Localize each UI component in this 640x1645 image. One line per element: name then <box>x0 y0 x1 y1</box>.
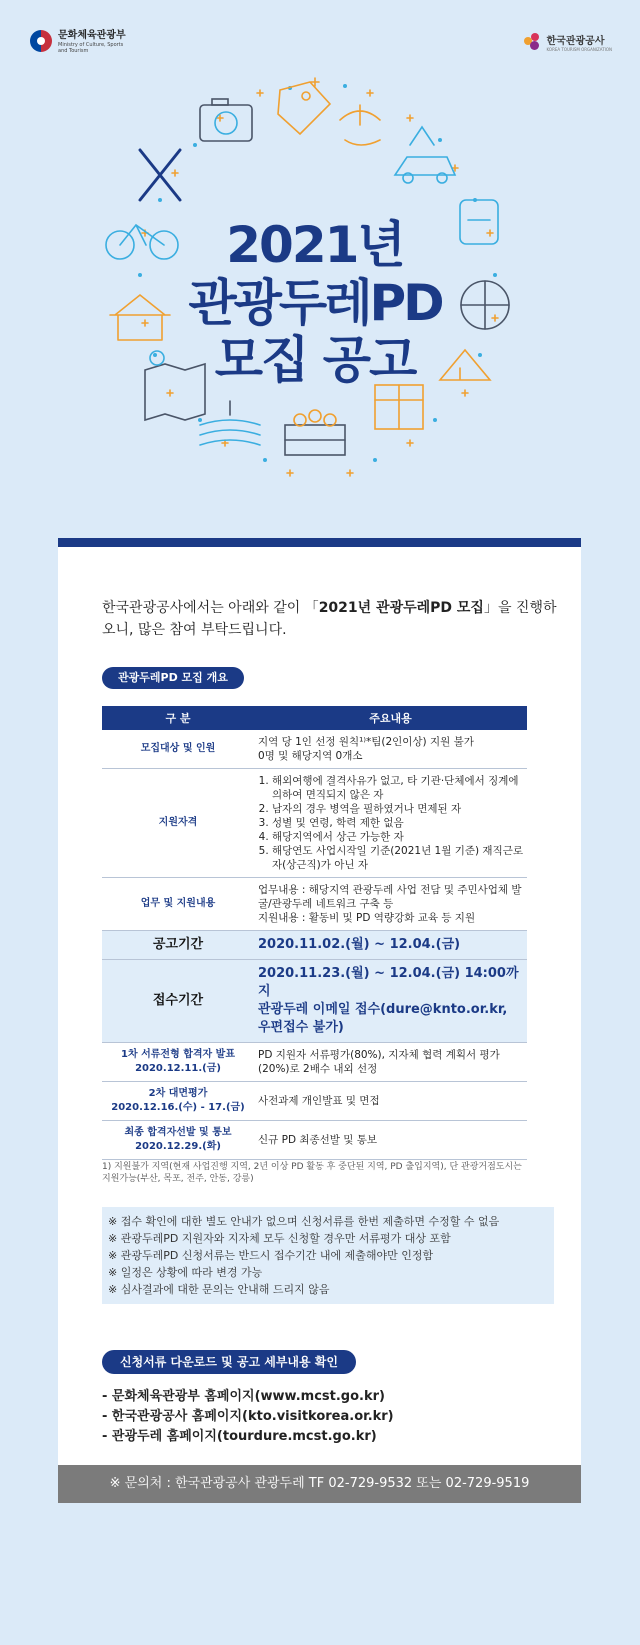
overview-section-title: 관광두레PD 모집 개요 <box>102 667 244 689</box>
row-content: PD 지원자 서류평가(80%), 지자체 협력 계획서 평가(20%)로 2배수 내외 선정 <box>254 1043 527 1082</box>
row-content: 신규 PD 최종선발 및 통보 <box>254 1121 527 1160</box>
list-item: 2. 남자의 경우 병역을 필하였거나 면제된 자 <box>272 802 523 816</box>
hero-banner <box>100 60 530 490</box>
row-content: 2020.11.02.(월) ~ 12.04.(금) <box>254 931 527 960</box>
col-content: 주요내용 <box>254 706 527 730</box>
row-label <box>102 1082 254 1121</box>
kto-name: 한국관광공사 <box>546 36 605 47</box>
row-label <box>102 1121 254 1160</box>
kto-emblem-icon <box>524 33 542 51</box>
table-row <box>102 1121 527 1160</box>
produce-crate-icon <box>285 410 345 455</box>
row-label: 공고기간 <box>102 931 254 960</box>
table-row <box>102 931 527 960</box>
intro-text-before: 한국관광공사에서는 아래와 같이 「 <box>102 600 319 616</box>
row-content <box>254 769 527 878</box>
note-item: ※ 일정은 상황에 따라 변경 가능 <box>108 1266 263 1279</box>
apply-line2: 관광두레 이메일 접수(dure@knto.or.kr, <box>258 1002 508 1017</box>
round2-date: 2020.12.16.(수) - 17.(금) <box>111 1102 245 1113</box>
table-row <box>102 1082 527 1121</box>
price-tag-icon <box>278 82 330 134</box>
row-label: 지원자격 <box>102 769 254 878</box>
list-item: 4. 해당지역에서 상근 가능한 자 <box>272 830 523 844</box>
note-item: ※ 관광두레PD 신청서류는 반드시 접수기간 내에 제출해야만 인정함 <box>108 1249 434 1262</box>
col-category: 구 분 <box>102 706 254 730</box>
table-row <box>102 878 527 931</box>
hero-title-main: 관광두레PD <box>188 274 442 332</box>
link-tourdure[interactable]: - 관광두레 홈페이지(tourdure.mcst.go.kr) <box>102 1429 377 1444</box>
row-content: 사전과제 개인발표 및 면접 <box>254 1082 527 1121</box>
apply-line3: 우편접수 불가) <box>258 1020 344 1035</box>
mcst-logo[interactable] <box>30 30 128 54</box>
mcst-name: 문화체육관광부 <box>58 30 126 41</box>
link-kto[interactable]: - 한국관광공사 홈페이지(kto.visitkorea.or.kr) <box>102 1409 394 1424</box>
notes-box <box>102 1207 554 1304</box>
row-content <box>254 960 527 1043</box>
recruit-line2: 0명 및 해당지역 0개소 <box>258 750 363 762</box>
note-item: ※ 관광두레PD 지원자와 지자체 모두 신청할 경우만 서류평가 대상 포함 <box>108 1232 451 1245</box>
round1-label: 1차 서류전형 합격자 발표 <box>120 1049 235 1060</box>
download-links <box>102 1387 394 1447</box>
qualification-list <box>258 774 523 872</box>
round2-label: 2차 대면평가 <box>148 1088 208 1099</box>
apply-line1: 2020.11.23.(월) ~ 12.04.(금) 14:00까지 <box>258 966 519 999</box>
overview-table <box>102 706 527 1160</box>
hero-title-year: 2021년 <box>226 216 404 274</box>
row-label: 접수기간 <box>102 960 254 1043</box>
fork-knife-icon <box>140 150 180 200</box>
intro-text-after: 」을 진행하오니, 많은 참여 부탁드립니다. <box>102 600 557 638</box>
intro-paragraph <box>102 597 562 641</box>
kto-logo[interactable] <box>524 32 612 52</box>
link-mcst[interactable]: - 문화체육관광부 홈페이지(www.mcst.go.kr) <box>102 1389 385 1404</box>
note-item: ※ 접수 확인에 대한 별도 안내가 없으며 신청서류를 한번 제출하면 수정할 수 없음 <box>108 1215 500 1228</box>
list-item: 5. 해당연도 사업시작일 기준(2021년 1월 기준) 재직근로자(상근직)가 아닌 자 <box>272 844 523 872</box>
intro-bold: 2021년 관광두레PD 모집 <box>318 600 484 616</box>
mcst-english-name: Ministry of Culture, Sports and Tourism <box>58 42 124 54</box>
row-content <box>254 730 527 769</box>
contact-bar: ※ 문의처 : 한국관광공사 관광두레 TF 02-729-9532 또는 02-729-9519 <box>58 1465 581 1503</box>
footnote: 1) 지원불가 지역(현재 사업진행 지역, 2년 이상 PD 활동 후 중단된 지역, PD 출입지역), 단 관광거점도시는 지원가능(부산, 목포, 전주, 안동, 강릉) <box>102 1162 522 1184</box>
farm-field-icon <box>200 401 260 445</box>
recruit-line1: 지역 당 1인 선정 원칙¹⁾*팀(2인이상) 지원 불가 <box>258 736 474 748</box>
row-content <box>254 878 527 931</box>
table-row <box>102 1043 527 1082</box>
list-item: 3. 성별 및 연령, 학력 제한 없음 <box>272 816 523 830</box>
final-date: 2020.12.29.(화) <box>135 1141 221 1152</box>
final-label: 최종 합격자선발 및 통보 <box>124 1127 232 1138</box>
table-row <box>102 730 527 769</box>
hero-title-sub: 모집 공고 <box>214 331 416 389</box>
camera-icon <box>200 99 252 141</box>
note-item: ※ 심사결과에 대한 문의는 안내해 드리지 않음 <box>108 1283 330 1296</box>
list-item: 1. 해외여행에 결격사유가 없고, 타 기관·단체에서 징계에 의하여 면직되지 않은 자 <box>272 774 523 802</box>
taegeuk-emblem-icon <box>30 30 52 52</box>
table-row <box>102 960 527 1043</box>
round1-date: 2020.12.11.(금) <box>135 1063 221 1074</box>
kto-english-name: KOREA TOURISM ORGANIZATION <box>546 47 612 52</box>
announcement-card <box>58 538 581 1503</box>
sprout-hand-icon <box>340 105 380 145</box>
row-label: 모집대상 및 인원 <box>102 730 254 769</box>
page-header <box>0 0 640 54</box>
duty-line1: 업무내용 : 해당지역 관광두레 사업 전담 및 주민사업체 발굴/관광두레 네트워크 구축 등 <box>258 884 522 910</box>
duty-line2: 지원내용 : 활동비 및 PD 역량강화 교육 등 지원 <box>258 912 476 924</box>
table-row <box>102 769 527 878</box>
downloads-section-title: 신청서류 다운로드 및 공고 세부내용 확인 <box>102 1350 356 1374</box>
car-icon <box>395 127 455 183</box>
row-label <box>102 1043 254 1082</box>
row-label: 업무 및 지원내용 <box>102 878 254 931</box>
